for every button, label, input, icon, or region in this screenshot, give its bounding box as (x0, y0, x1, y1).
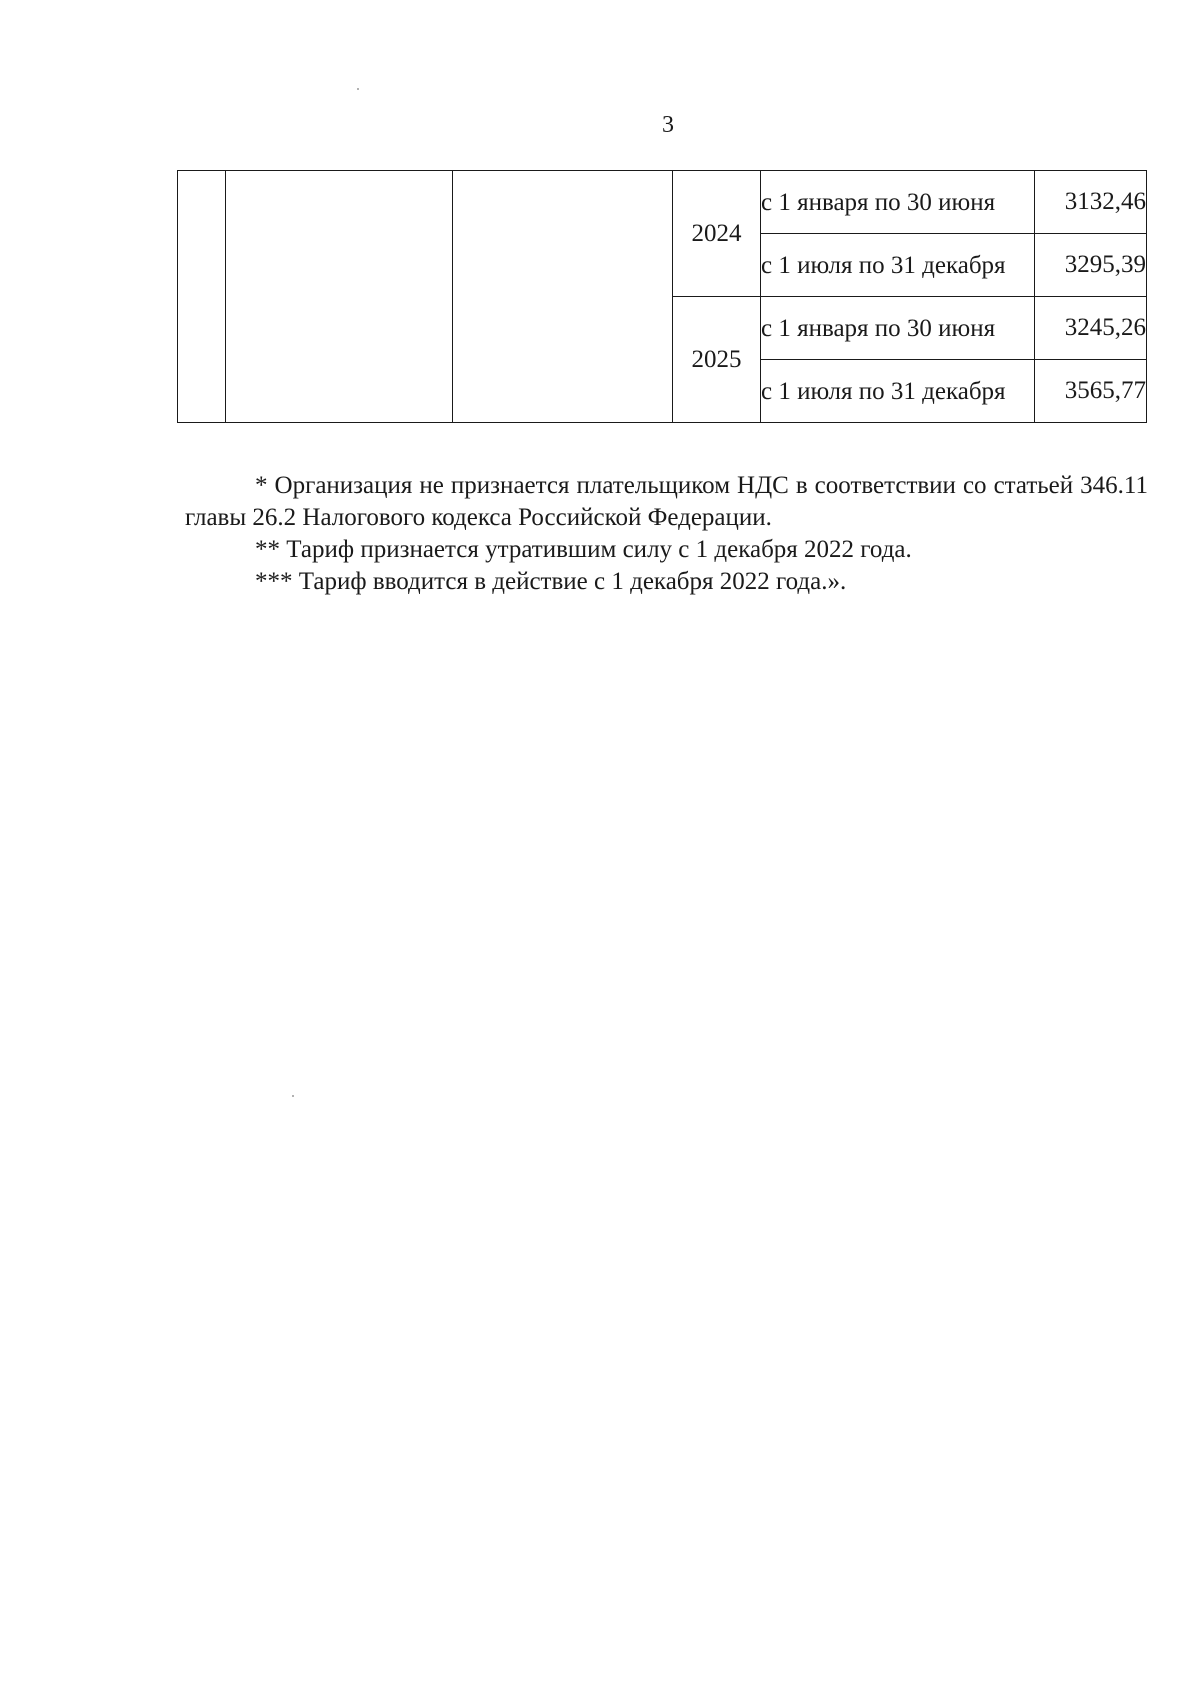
period-cell: с 1 января по 30 июня (761, 297, 1035, 360)
table-cell-empty-2 (226, 171, 453, 423)
tariff-value-cell: 3295,39 (1035, 234, 1147, 297)
table-cell-empty-1 (178, 171, 226, 423)
footnote-vat: * Организация не признается плательщиком НДС в соответствии со статьей 346.11 главы 26.2 Налогового кодекса Российской Федерации. (185, 472, 1148, 531)
period-cell: с 1 января по 30 июня (761, 171, 1035, 234)
scan-speck (292, 1095, 294, 1097)
tariff-value-cell: 3565,77 (1035, 360, 1147, 423)
scan-speck (357, 88, 359, 90)
page-number: 3 (662, 112, 674, 138)
table-row (178, 171, 1147, 234)
footnote-tariff-invalid: ** Тариф признается утратившим силу с 1 декабря 2022 года. (255, 536, 912, 563)
tariff-table (177, 170, 1147, 423)
footnote-tariff-effective: *** Тариф вводится в действие с 1 декабря 2022 года.». (255, 568, 847, 595)
year-cell: 2024 (673, 171, 761, 297)
table-cell-empty-3 (453, 171, 673, 423)
period-cell: с 1 июля по 31 декабря (761, 234, 1035, 297)
footnotes (185, 470, 1148, 598)
year-cell: 2025 (673, 297, 761, 423)
tariff-value-cell: 3245,26 (1035, 297, 1147, 360)
period-cell: с 1 июля по 31 декабря (761, 360, 1035, 423)
tariff-value-cell: 3132,46 (1035, 171, 1147, 234)
